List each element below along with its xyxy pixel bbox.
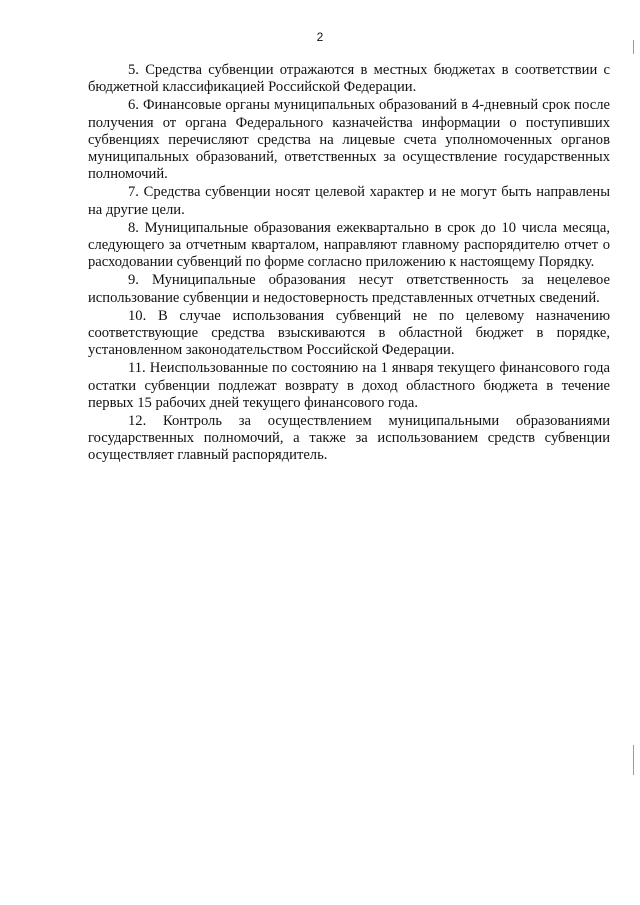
paragraph-11: 11. Неиспользованные по состоянию на 1 января текущего финансового года остатки субвенции подлежат возврату в доход областного бюджета в течение первых 15 рабочих дней текущего финансового года. — [88, 360, 610, 411]
page-number: 2 — [316, 30, 324, 44]
paragraph-9: 9. Муниципальные образования несут ответственность за нецелевое использование субвенции и недостоверность представленных отчетных сведений. — [88, 272, 610, 306]
paragraph-12: 12. Контроль за осуществлением муниципальными образованиями государственных полномочий, а также за использованием средств субвенции осуществляет главный распорядитель. — [88, 413, 610, 464]
scan-artifact-line — [633, 745, 634, 775]
scan-artifact-line — [633, 40, 634, 54]
paragraph-7: 7. Средства субвенции носят целевой характер и не могут быть направлены на другие цели. — [88, 184, 610, 218]
paragraph-5: 5. Средства субвенции отражаются в местных бюджетах в соответствии с бюджетной классификацией Российской Федерации. — [88, 62, 610, 96]
paragraph-6: 6. Финансовые органы муниципальных образований в 4-дневный срок после получения от органа Федерального казначейства информации о поступивших субвенциях перечисляют средства на лицевые счета уполномоченных органов муниципальных образований, ответственных за осуществление государственных полномочий. — [88, 97, 610, 183]
paragraph-8: 8. Муниципальные образования ежеквартально в срок до 10 числа месяца, следующего за отчетным кварталом, направляют главному распорядителю отчет о расходовании субвенций по форме согласно приложению к настоящему Порядку. — [88, 219, 610, 271]
paragraph-10: 10. В случае использования субвенций не по целевому назначению соответствующие средства взыскиваются в областной бюджет в порядке, установленном законодательством Российской Федерации. — [88, 307, 610, 359]
document-body — [88, 62, 610, 465]
